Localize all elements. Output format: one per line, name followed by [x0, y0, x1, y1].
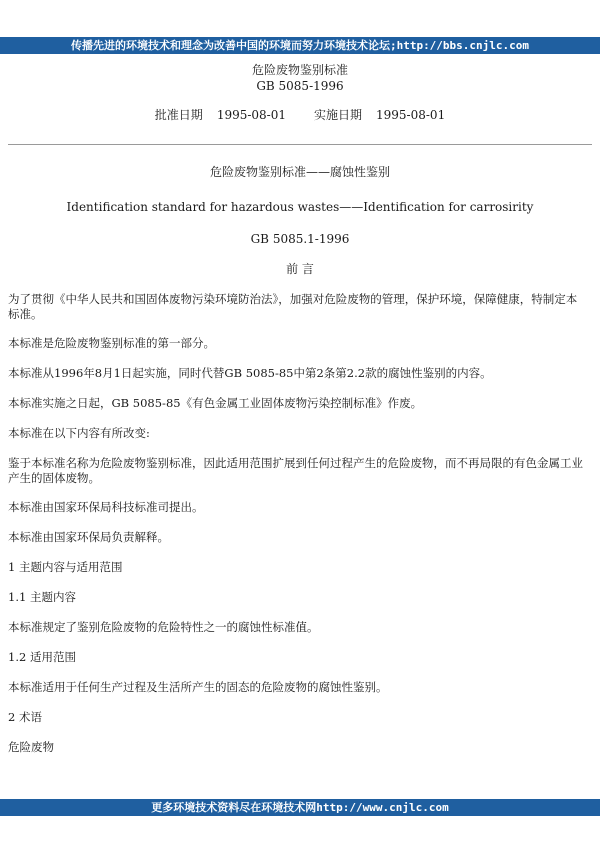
paragraph: 本标准规定了鉴别危险废物的危险特性之一的腐蚀性标准值。	[8, 620, 319, 634]
effective-label: 实施日期	[314, 108, 363, 122]
paragraph: 本标准实施之日起，GB 5085-85《有色金属工业固体废物污染控制标准》作废。	[8, 396, 423, 410]
footer-banner: 更多环境技术资料尽在环境技术网http://www.cnjlc.com	[0, 799, 600, 816]
paragraph: 本标准是危险废物鉴别标准的第一部分。	[8, 336, 215, 350]
subsection-heading: 1.2 适用范围	[8, 650, 76, 664]
paragraph: 本标准由国家环保局科技标准司提出。	[8, 500, 204, 514]
effective-date: 1995-08-01	[376, 108, 446, 122]
subtitle-cn: 危险废物鉴别标准——腐蚀性鉴别	[209, 165, 390, 179]
divider	[8, 144, 592, 145]
paragraph: 鉴于本标准名称为危险废物鉴别标准，因此适用范围扩展到任何过程产生的危险废物，而不再局限的有色金属工业产生的固体废物。	[8, 456, 583, 485]
sub-standard-code: GB 5085.1-1996	[250, 232, 350, 246]
preface-heading: 前 言	[286, 262, 314, 276]
term-heading: 危险废物	[8, 740, 54, 754]
approve-label: 批准日期	[154, 108, 203, 122]
approve-date: 1995-08-01	[216, 108, 286, 122]
paragraph: 本标准由国家环保局负责解释。	[8, 530, 169, 544]
paragraph: 本标准从1996年8月1日起实施，同时代替GB 5085-85中第2条第2.2款的腐蚀性鉴别的内容。	[8, 366, 492, 380]
paragraph: 本标准适用于任何生产过程及生活所产生的固态的危险废物的腐蚀性鉴别。	[8, 680, 388, 694]
section-heading: 2 术语	[8, 710, 42, 724]
dates-row	[8, 108, 592, 123]
document-title: 危险废物鉴别标准	[251, 63, 348, 77]
section-heading: 1 主题内容与适用范围	[8, 560, 123, 574]
subsection-heading: 1.1 主题内容	[8, 590, 76, 604]
header-banner: 传播先进的环境技术和理念为改善中国的环境而努力环境技术论坛;http://bbs.cnjlc.com	[0, 37, 600, 54]
paragraph: 为了贯彻《中华人民共和国固体废物污染环境防治法》，加强对危险废物的管理，保护环境，保障健康，特制定本标准。	[8, 292, 578, 321]
paragraph: 本标准在以下内容有所改变:	[8, 426, 150, 440]
subtitle-en: Identification standard for hazardous wastes——Identification for carrosirity	[66, 200, 534, 214]
document-code: GB 5085-1996	[256, 79, 344, 93]
